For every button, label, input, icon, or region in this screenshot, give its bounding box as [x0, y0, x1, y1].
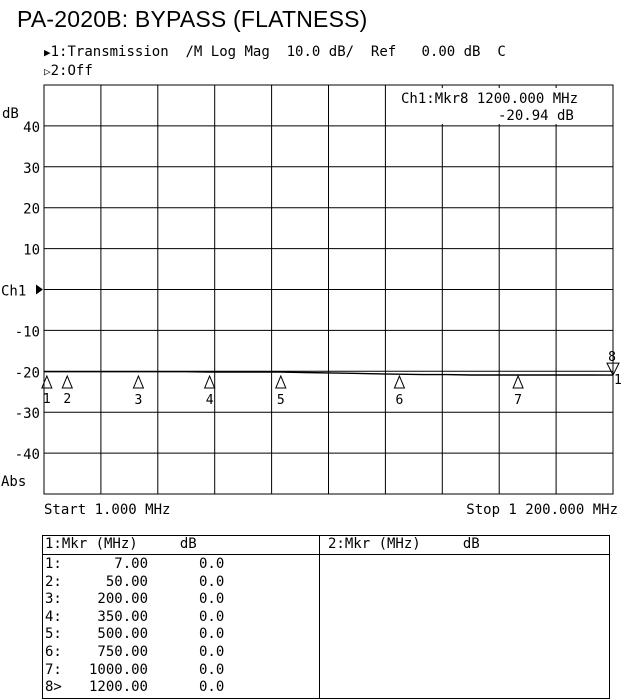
format-abs-label: Abs [1, 474, 27, 490]
marker-db-value: 0.0 [199, 556, 225, 572]
marker-index: 3: [45, 591, 62, 608]
channel-1-label: 1:Transmission /M Log Mag 10.0 dB/ Ref 0.00 dB C [50, 44, 506, 60]
marker-index: 1: [45, 556, 62, 572]
y-tick-label: -30 [14, 406, 40, 423]
marker-readout-value: -20.94 dB [498, 108, 574, 124]
reference-channel-label: Ch1 [1, 283, 27, 300]
marker-triangle-icon [276, 376, 286, 388]
marker-readout-frequency: Ch1:Mkr8 1200.000 MHz [401, 91, 579, 107]
marker-triangle-icon [394, 376, 404, 388]
table-row [43, 626, 319, 643]
table-row [43, 644, 319, 661]
marker-index: 2: [45, 573, 62, 590]
marker-db-value: 0.0 [199, 626, 225, 643]
table-row [43, 609, 319, 626]
table-row [43, 679, 319, 696]
marker-frequency: 750.00 [97, 644, 148, 660]
y-axis-unit-label: dB [2, 106, 19, 122]
marker-label: 8 [608, 350, 616, 366]
table-row [43, 662, 319, 679]
marker-label: 3 [134, 393, 143, 408]
marker-label: 5 [276, 393, 285, 408]
marker-label: 7 [514, 393, 523, 408]
marker-index: 7: [45, 661, 62, 678]
marker-frequency: 1000.00 [88, 661, 148, 678]
trace-end-label: 1 [614, 373, 622, 389]
marker-triangle-icon [42, 376, 52, 388]
chart-title: PA-2020B: BYPASS (FLATNESS) [17, 6, 368, 32]
marker-label: 2 [63, 392, 72, 407]
table-header-divider [43, 554, 609, 555]
y-tick-label: 30 [23, 160, 40, 177]
marker-db-value: 0.0 [199, 661, 225, 678]
active-channel-icon: ▶ [44, 46, 51, 59]
y-tick-label: -40 [14, 447, 40, 464]
marker-triangle-icon [133, 376, 143, 388]
marker-table [42, 535, 610, 699]
start-frequency-label: Start 1.000 MHz [44, 502, 171, 518]
y-tick-label: -20 [14, 365, 40, 382]
table-row [43, 591, 319, 608]
y-tick-label: 10 [23, 242, 40, 259]
table-column-divider [319, 536, 320, 698]
marker-index: 8> [45, 679, 62, 696]
channel-2-label: 2:Off [50, 63, 93, 79]
marker-db-value: 0.0 [199, 608, 225, 625]
marker-frequency: 1200.00 [88, 679, 148, 696]
y-tick-label: 20 [23, 201, 40, 218]
marker-frequency: 350.00 [97, 608, 148, 625]
stop-frequency-label: Stop 1 200.000 MHz [466, 502, 618, 518]
marker-frequency: 500.00 [97, 626, 148, 643]
y-tick-label: 40 [23, 119, 40, 136]
marker-db-value: 0.0 [199, 644, 225, 660]
ch2-table-header: 2:Mkr (MHz) dB [328, 536, 480, 552]
marker-label: 6 [395, 393, 404, 408]
marker-db-value: 0.0 [199, 573, 225, 590]
marker-triangle-icon [513, 376, 523, 388]
marker-frequency: 50.00 [105, 573, 148, 590]
marker-index: 5: [45, 626, 62, 643]
marker-db-value: 0.0 [199, 591, 225, 608]
marker-db-value: 0.0 [199, 679, 225, 696]
y-tick-label: -10 [14, 324, 40, 341]
table-row [43, 556, 319, 573]
reference-level-arrow-icon [36, 285, 43, 295]
marker-index: 4: [45, 608, 62, 625]
marker-frequency: 200.00 [97, 591, 148, 608]
marker-label: 1 [42, 392, 51, 407]
marker-index: 6: [45, 644, 62, 660]
marker-frequency: 7.00 [114, 556, 148, 572]
inactive-channel-icon: ▷ [44, 65, 51, 78]
marker-triangle-icon [205, 376, 215, 388]
marker-triangle-icon [62, 376, 72, 388]
table-row [43, 574, 319, 591]
ch1-table-header: 1:Mkr (MHz) dB [45, 536, 197, 552]
marker-label: 4 [205, 393, 214, 408]
